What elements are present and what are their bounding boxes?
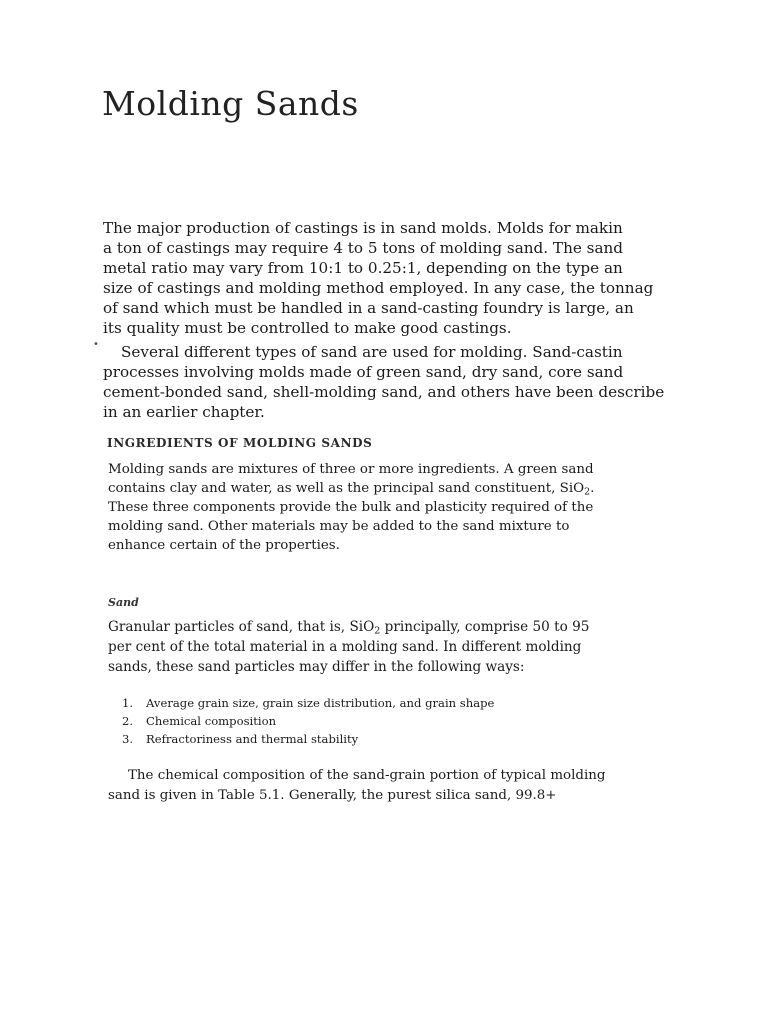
paragraph-line: per cent of the total material in a molding sand. In different molding (108, 639, 582, 655)
paragraph-line (108, 617, 638, 637)
subsection-heading: Sand (108, 596, 139, 609)
paragraph-line: sands, these sand particles may differ in the following ways: (108, 659, 525, 675)
paragraph-line: Several different types of sand are used for molding. Sand-castin (121, 343, 623, 361)
subscript: 2 (584, 486, 591, 498)
line-text: principally, comprise 50 to 95 (380, 619, 590, 635)
list-number: 3. (122, 732, 134, 746)
paragraph-line: These three components provide the bulk and plasticity required of the (108, 500, 594, 515)
paragraph-line: in an earlier chapter. (103, 403, 265, 421)
list-item (122, 712, 494, 730)
paragraph-line: size of castings and molding method employed. In any case, the tonnag (103, 279, 654, 297)
paragraph-line: The chemical composition of the sand-grain portion of typical molding (128, 768, 606, 783)
paragraph-line (108, 479, 638, 498)
paragraph-line: cement-bonded sand, shell-molding sand, and others have been describe (103, 383, 665, 401)
line-text: contains clay and water, as well as the principal sand constituent, SiO (108, 481, 585, 496)
list-number: 2. (122, 714, 134, 728)
paragraph-line: its quality must be controlled to make good castings. (103, 319, 512, 337)
sand-types-paragraph (103, 342, 768, 422)
numbered-list (122, 694, 494, 748)
paragraph-line: processes involving molds made of green sand, dry sand, core sand (103, 363, 624, 381)
list-text: Average grain size, grain size distribution, and grain shape (146, 696, 495, 710)
paragraph-line: a ton of castings may require 4 to 5 tons of molding sand. The sand (103, 239, 624, 257)
ingredients-paragraph (108, 460, 638, 555)
line-text: . (590, 481, 595, 496)
intro-paragraph (103, 218, 768, 338)
composition-paragraph (108, 766, 638, 806)
paragraph-line: metal ratio may vary from 10:1 to 0.25:1, depending on the type an (103, 259, 623, 277)
subscript: 2 (374, 625, 381, 637)
list-item (122, 730, 494, 748)
paragraph-line: Molding sands are mixtures of three or more ingredients. A green sand (108, 462, 594, 477)
paragraph-line: enhance certain of the properties. (108, 538, 340, 553)
paragraph-line: sand is given in Table 5.1. Generally, the purest silica sand, 99.8+ (108, 788, 557, 803)
paragraph-line: of sand which must be handled in a sand-casting foundry is large, an (103, 299, 634, 317)
paragraph-line: The major production of castings is in sand molds. Molds for makin (103, 219, 623, 237)
list-text: Refractoriness and thermal stability (146, 732, 359, 746)
sand-paragraph (108, 617, 638, 677)
list-number: 1. (122, 696, 134, 710)
margin-mark: • (93, 339, 99, 350)
line-text: Granular particles of sand, that is, SiO (108, 619, 375, 635)
list-item (122, 694, 494, 712)
list-text: Chemical composition (146, 714, 277, 728)
page-title: Molding Sands (102, 84, 359, 123)
section-heading: INGREDIENTS OF MOLDING SANDS (107, 436, 373, 450)
paragraph-line: molding sand. Other materials may be added to the sand mixture to (108, 519, 570, 534)
